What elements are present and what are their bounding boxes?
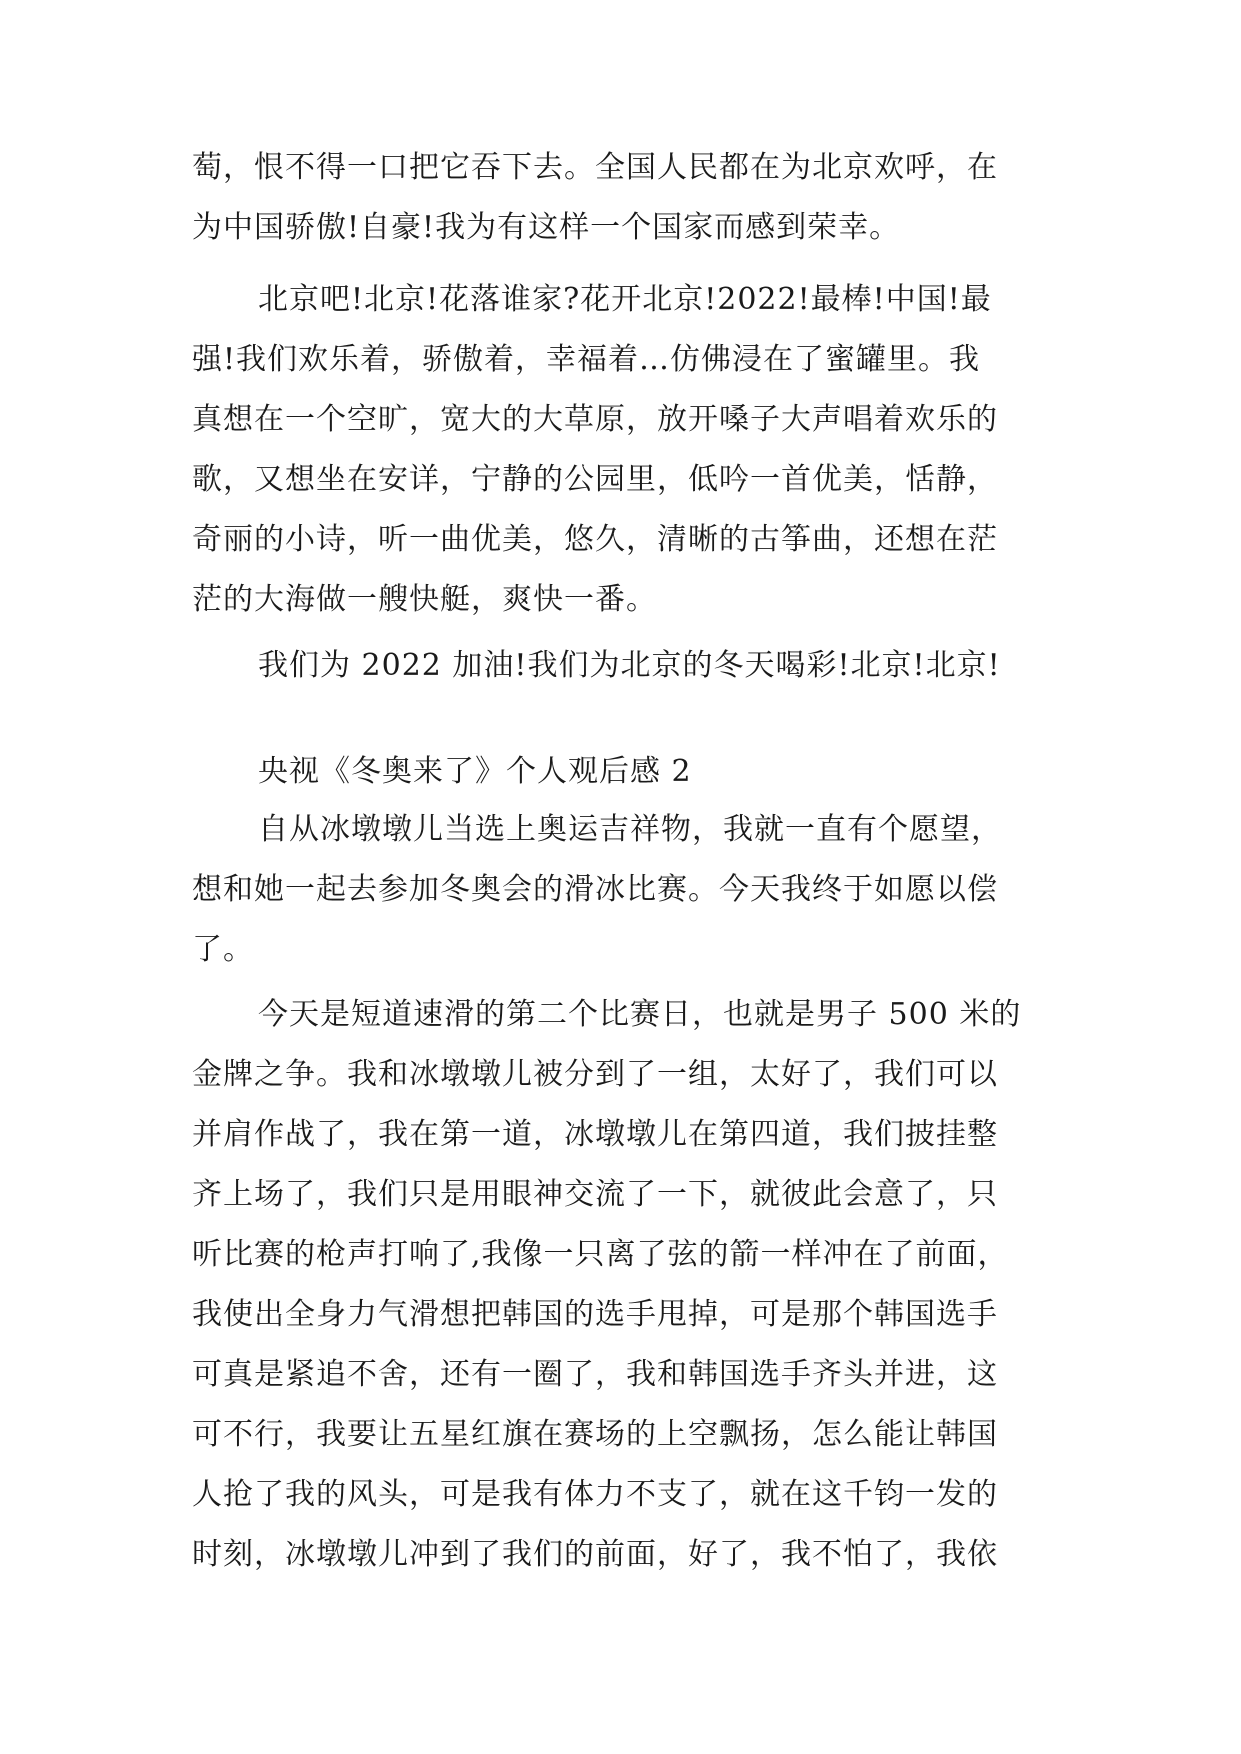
text-line: 了。 — [192, 932, 254, 967]
text-line: 可真是紧追不舍，还有一圈了，我和韩国选手齐头并进，这 — [192, 1357, 998, 1392]
text-line: 金牌之争。我和冰墩墩儿被分到了一组，太好了，我们可以 — [192, 1057, 998, 1092]
text-line: 听比赛的枪声打响了,我像一只离了弦的箭一样冲在了前面， — [192, 1237, 1009, 1272]
text-line: 人抢了我的风头，可是我有体力不支了，就在这千钧一发的 — [192, 1477, 998, 1512]
text-line: 真想在一个空旷，宽大的大草原，放开嗓子大声唱着欢乐的 — [192, 402, 998, 437]
text-line: 奇丽的小诗，听一曲优美，悠久，清晰的古筝曲，还想在茫 — [192, 522, 998, 557]
text-line: 自从冰墩墩儿当选上奥运吉祥物，我就一直有个愿望， — [258, 812, 1002, 847]
text-line: 为中国骄傲!自豪!我为有这样一个国家而感到荣幸。 — [192, 210, 901, 245]
section-heading: 央视《冬奥来了》个人观后感 2 — [258, 754, 692, 789]
text-line: 想和她一起去参加冬奥会的滑冰比赛。今天我终于如愿以偿 — [192, 872, 998, 907]
text-line: 强!我们欢乐着，骄傲着，幸福着…仿佛浸在了蜜罐里。我 — [192, 342, 981, 377]
text-line: 齐上场了，我们只是用眼神交流了一下，就彼此会意了，只 — [192, 1177, 998, 1212]
text-line: 并肩作战了，我在第一道，冰墩墩儿在第四道，我们披挂整 — [192, 1117, 998, 1152]
text-line: 歌，又想坐在安详，宁静的公园里，低吟一首优美，恬静， — [192, 462, 998, 497]
text-line: 萄，恨不得一口把它吞下去。全国人民都在为北京欢呼，在 — [192, 150, 998, 185]
text-line: 我使出全身力气滑想把韩国的选手甩掉，可是那个韩国选手 — [192, 1297, 998, 1332]
text-line: 今天是短道速滑的第二个比赛日，也就是男子 500 米的 — [258, 997, 1022, 1032]
text-line: 可不行，我要让五星红旗在赛场的上空飘扬，怎么能让韩国 — [192, 1417, 998, 1452]
text-line: 时刻，冰墩墩儿冲到了我们的前面，好了，我不怕了，我依 — [192, 1537, 998, 1572]
text-line: 我们为 2022 加油!我们为北京的冬天喝彩!北京!北京! — [258, 648, 1001, 683]
text-line: 茫的大海做一艘快艇，爽快一番。 — [192, 582, 657, 617]
text-line: 北京吧!北京!花落谁家?花开北京!2022!最棒!中国!最 — [258, 282, 992, 317]
